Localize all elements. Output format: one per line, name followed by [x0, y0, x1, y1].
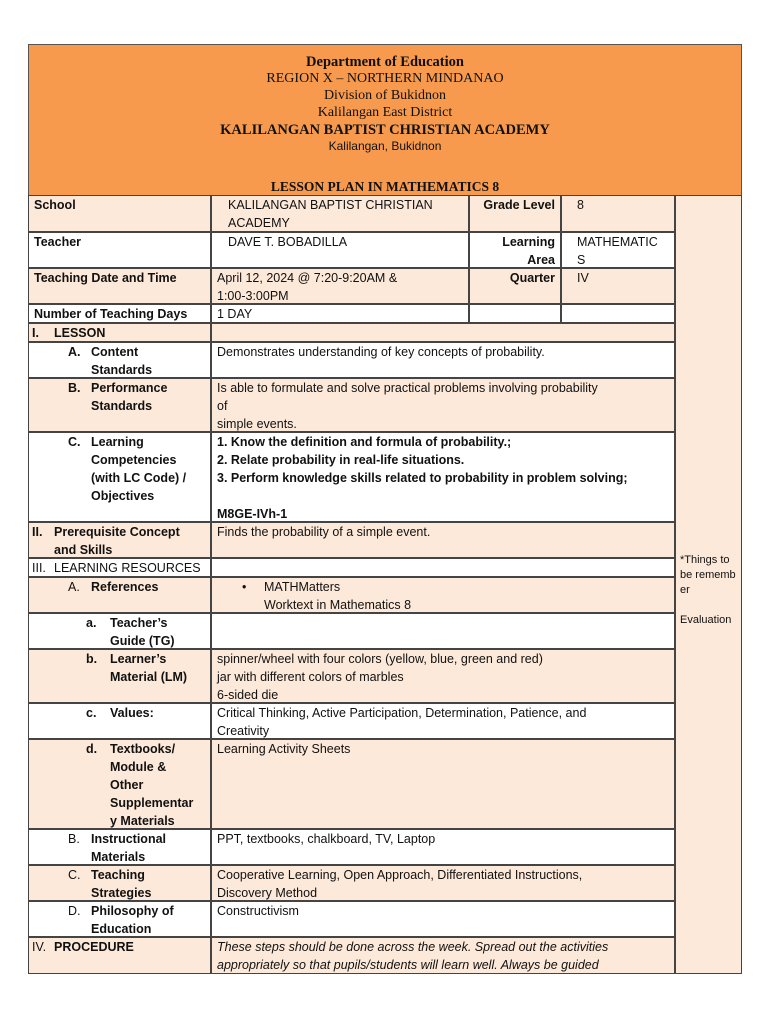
teacher-value: DAVE T. BOBADILLA — [228, 235, 348, 249]
value-line: Discovery Method — [217, 886, 318, 900]
value-line: These steps should be done across the week. Spread out the activities — [217, 940, 609, 954]
value-line: Critical Thinking, Active Participation, Determination, Patience, and — [217, 706, 587, 720]
label-line: Supplementar — [110, 796, 194, 810]
grade-value-cell — [561, 195, 675, 232]
document-header — [29, 45, 741, 198]
objective-line: 2. Relate probability in real-life situations. — [217, 453, 465, 467]
empty-cell — [469, 304, 561, 323]
content-standards-label-cell — [28, 342, 211, 378]
references-value-cell — [211, 577, 675, 613]
label-line: and Skills — [54, 543, 113, 557]
references-label: References — [91, 580, 159, 594]
value-line: 6-sided die — [217, 688, 279, 702]
days-label: Number of Teaching Days — [34, 307, 188, 321]
textbooks-value-cell — [211, 739, 675, 829]
performance-standards-label-cell — [28, 378, 211, 432]
section-title: LESSON — [54, 326, 106, 340]
school-name-title: KALILANGAN BAPTIST CHRISTIAN ACADEMY — [220, 122, 550, 138]
value-line: appropriately so that pupils/students will learn well. Always be guided — [217, 958, 599, 972]
teacher-label-cell — [28, 232, 211, 268]
competencies-label-cell — [28, 432, 211, 522]
reference-line: MATHMatters — [264, 580, 341, 594]
label-line: Objectives — [91, 489, 155, 503]
label-line: Philosophy of — [91, 904, 174, 918]
school-label: School — [34, 198, 76, 212]
value-line: of — [217, 399, 228, 413]
instructional-materials-value-cell — [211, 829, 675, 865]
teaching-strategies-label-cell — [28, 865, 211, 901]
school-value-line: ACADEMY — [228, 216, 290, 230]
label-line: Textbooks/ — [110, 742, 176, 756]
values-value-cell — [211, 703, 675, 739]
performance-standards-value-cell — [211, 378, 675, 432]
prerequisite-value: Finds the probability of a simple event. — [217, 525, 431, 539]
department-title: Department of Education — [306, 54, 464, 70]
area-value-line: MATHEMATIC — [577, 235, 658, 249]
division-title: Division of Bukidnon — [323, 88, 447, 103]
label-line: Learner’s — [110, 652, 167, 666]
school-value-cell — [211, 195, 469, 232]
side-notes-column — [675, 195, 742, 974]
reference-line: Worktext in Mathematics 8 — [264, 598, 412, 612]
region-title: REGION X – NORTHERN MINDANAO — [266, 71, 504, 86]
days-value: 1 DAY — [217, 307, 253, 321]
plan-title: LESSON PLAN IN MATHEMATICS 8 — [270, 179, 500, 194]
item-letter: B. — [68, 381, 81, 395]
label-line: (with LC Code) / — [91, 471, 187, 485]
area-label-cell — [469, 232, 561, 268]
item-letter: A. — [68, 580, 80, 594]
textbooks-value: Learning Activity Sheets — [217, 742, 351, 756]
item-letter: C. — [68, 868, 81, 882]
label-line: Instructional — [91, 832, 167, 846]
philosophy-value-cell — [211, 901, 675, 937]
prerequisite-value-cell — [211, 522, 675, 558]
philosophy-value: Constructivism — [217, 904, 299, 918]
learners-material-value-cell — [211, 649, 675, 703]
date-value-line: April 12, 2024 @ 7:20-9:20AM & — [217, 271, 398, 285]
school-label-cell — [28, 195, 211, 232]
values-label: Values: — [110, 706, 154, 720]
resources-heading-cell — [28, 558, 211, 577]
label-line: Standards — [91, 363, 153, 377]
label-line: Education — [91, 922, 152, 936]
label-line: Guide (TG) — [110, 634, 175, 648]
prerequisite-label-cell — [28, 522, 211, 558]
item-letter: D. — [68, 904, 81, 918]
label-line: Teaching — [91, 868, 145, 882]
empty-cell — [211, 613, 675, 649]
section-number: III. — [32, 561, 46, 575]
teaching-strategies-value-cell — [211, 865, 675, 901]
item-letter: B. — [68, 832, 80, 846]
procedure-value-cell — [211, 937, 675, 974]
quarter-value-cell — [561, 268, 675, 304]
label-line: Content — [91, 345, 139, 359]
values-label-cell — [28, 703, 211, 739]
section-title: PROCEDURE — [54, 940, 134, 954]
item-letter: d. — [86, 742, 98, 756]
instructional-materials-label-cell — [28, 829, 211, 865]
lesson-heading-cell — [28, 323, 211, 342]
quarter-value: IV — [577, 271, 589, 285]
grade-label-cell — [469, 195, 561, 232]
objective-line: 3. Perform knowledge skills related to probability in problem solving; — [217, 471, 628, 485]
section-number: IV. — [32, 940, 47, 954]
location-text: Kalilangan, Bukidnon — [328, 139, 442, 153]
label-line: Other — [110, 778, 144, 792]
item-letter: b. — [86, 652, 98, 666]
empty-cell — [211, 323, 675, 342]
label-line: Strategies — [91, 886, 152, 900]
value-line: Creativity — [217, 724, 270, 738]
competencies-value-cell — [211, 432, 675, 522]
label-line: y Materials — [110, 814, 175, 828]
value-line: spinner/wheel with four colors (yellow, blue, green and red) — [217, 652, 543, 666]
value-line: simple events. — [217, 417, 297, 431]
item-letter: c. — [86, 706, 97, 720]
label-line: Teacher’s — [110, 616, 168, 630]
item-letter: A. — [68, 345, 81, 359]
days-label-cell — [28, 304, 211, 323]
quarter-label: Quarter — [509, 271, 555, 285]
date-value-cell — [211, 268, 469, 304]
grade-label: Grade Level — [483, 198, 555, 212]
label-line: Performance — [91, 381, 168, 395]
content-standards-value-cell — [211, 342, 675, 378]
district-title: Kalilangan East District — [317, 105, 453, 120]
learners-material-label-cell — [28, 649, 211, 703]
area-label-line: Area — [527, 253, 555, 267]
section-title: LEARNING RESOURCES — [54, 561, 201, 575]
procedure-label-cell — [28, 937, 211, 974]
label-line: Standards — [91, 399, 153, 413]
days-value-cell — [211, 304, 469, 323]
empty-cell — [211, 558, 675, 577]
section-number: I. — [32, 326, 39, 340]
objective-line: 1. Know the definition and formula of probability.; — [217, 435, 512, 449]
label-line: Module & — [110, 760, 167, 774]
area-label-line: Learning — [502, 235, 555, 249]
teacher-label: Teacher — [34, 235, 82, 249]
empty-cell — [561, 304, 675, 323]
quarter-label-cell — [469, 268, 561, 304]
date-label-cell — [28, 268, 211, 304]
area-value-cell — [561, 232, 675, 268]
label-line: Learning — [91, 435, 144, 449]
teachers-guide-label-cell — [28, 613, 211, 649]
textbooks-label-cell — [28, 739, 211, 829]
section-number: II. — [32, 525, 43, 539]
label-line: Competencies — [91, 453, 177, 467]
instructional-materials-value: PPT, textbooks, chalkboard, TV, Laptop — [217, 832, 436, 846]
value-line: Is able to formulate and solve practical problems involving probability — [217, 381, 598, 395]
philosophy-label-cell — [28, 901, 211, 937]
teacher-value-cell — [211, 232, 469, 268]
area-value-line: S — [577, 253, 586, 267]
bullet-icon: • — [242, 580, 247, 594]
school-value-line: KALILANGAN BAPTIST CHRISTIAN — [228, 198, 433, 212]
label-line: Materials — [91, 850, 146, 864]
lc-code: M8GE-IVh-1 — [217, 507, 288, 521]
label-line: Material (LM) — [110, 670, 188, 684]
content-standards-value: Demonstrates understanding of key concepts of probability. — [217, 345, 545, 359]
label-line: Prerequisite Concept — [54, 525, 180, 539]
side-note: *Things to be remember Evaluation — [680, 554, 736, 626]
item-letter: a. — [86, 616, 97, 630]
date-label: Teaching Date and Time — [34, 271, 177, 285]
date-value-line: 1:00-3:00PM — [217, 289, 289, 303]
value-line: jar with different colors of marbles — [217, 670, 404, 684]
item-letter: C. — [68, 435, 81, 449]
value-line: Cooperative Learning, Open Approach, Differentiated Instructions, — [217, 868, 583, 882]
references-label-cell — [28, 577, 211, 613]
grade-value: 8 — [577, 198, 584, 212]
